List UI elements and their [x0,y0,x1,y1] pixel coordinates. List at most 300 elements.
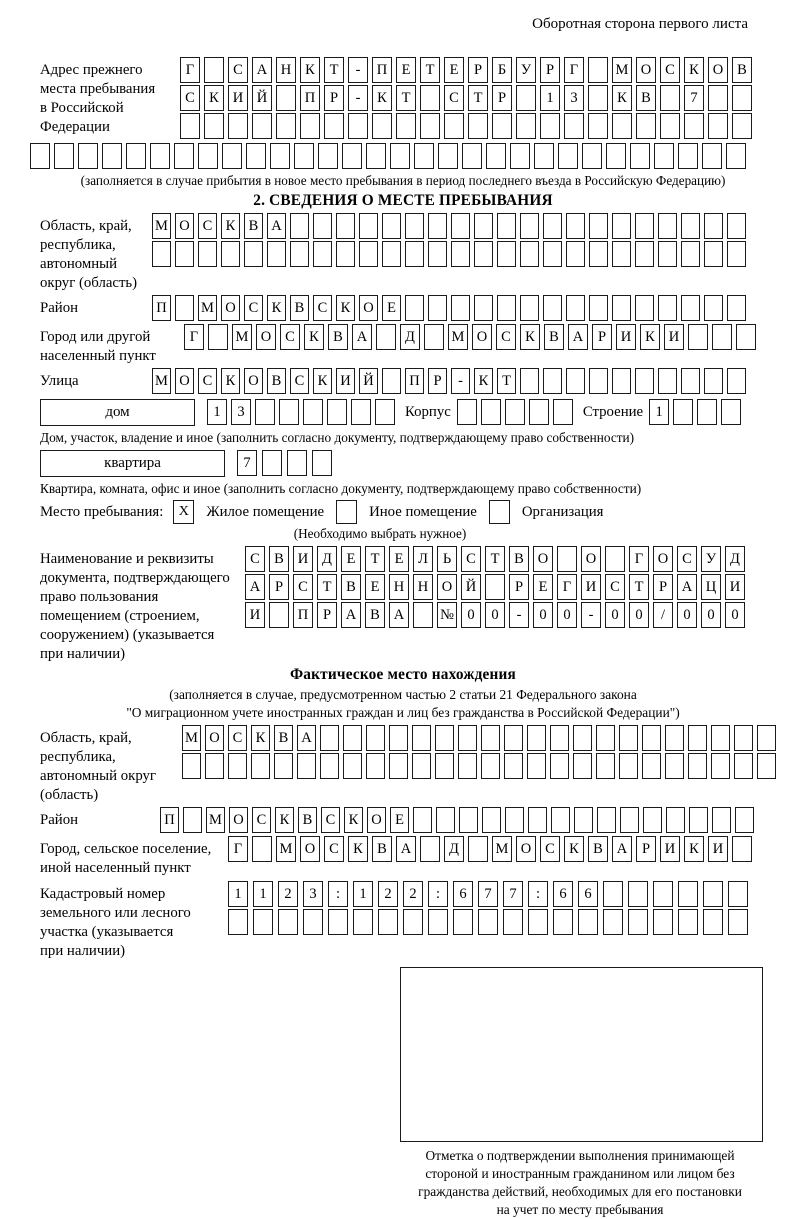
char-cell[interactable] [732,836,752,862]
char-cell[interactable]: А [612,836,632,862]
char-cell[interactable]: Й [359,368,378,394]
char-cell[interactable] [424,324,444,350]
char-cell[interactable]: Е [365,574,385,600]
char-cell[interactable]: О [244,368,263,394]
char-cell[interactable] [444,113,464,139]
char-cell[interactable] [435,753,454,779]
char-cell[interactable] [708,113,728,139]
char-cell[interactable] [313,241,332,267]
char-cell[interactable] [267,241,286,267]
char-cell[interactable] [420,836,440,862]
char-cell[interactable] [573,725,592,751]
char-cell[interactable] [588,113,608,139]
char-cell[interactable]: О [533,546,553,572]
char-cell[interactable] [228,113,248,139]
char-cell[interactable] [727,368,746,394]
char-cell[interactable] [486,143,506,169]
char-cell[interactable] [403,909,423,935]
char-cell[interactable]: - [348,85,368,111]
char-cell[interactable] [653,909,673,935]
char-cell[interactable] [428,909,448,935]
char-cell[interactable] [451,295,470,321]
char-cell[interactable] [180,113,200,139]
char-cell[interactable]: П [160,807,179,833]
char-cell[interactable] [262,450,282,476]
char-cell[interactable] [405,295,424,321]
char-cell[interactable]: К [221,213,240,239]
char-cell[interactable]: Ц [701,574,721,600]
char-cell[interactable]: И [616,324,636,350]
char-cell[interactable]: Д [444,836,464,862]
char-cell[interactable] [630,143,650,169]
char-cell[interactable] [297,753,316,779]
char-cell[interactable]: В [636,85,656,111]
char-cell[interactable] [458,753,477,779]
char-cell[interactable] [453,909,473,935]
char-cell[interactable]: А [568,324,588,350]
char-cell[interactable] [414,143,434,169]
char-cell[interactable] [279,399,299,425]
char-cell[interactable]: Р [428,368,447,394]
char-cell[interactable] [712,807,731,833]
char-cell[interactable]: № [437,602,457,628]
char-cell[interactable] [336,241,355,267]
char-cell[interactable] [389,725,408,751]
char-cell[interactable] [413,807,432,833]
char-cell[interactable]: Р [269,574,289,600]
char-cell[interactable]: К [251,725,270,751]
char-cell[interactable]: К [267,295,286,321]
char-cell[interactable]: 0 [605,602,625,628]
char-cell[interactable]: : [428,881,448,907]
char-cell[interactable]: 3 [231,399,251,425]
char-cell[interactable]: П [372,57,392,83]
char-cell[interactable] [359,213,378,239]
char-cell[interactable]: Б [492,57,512,83]
char-cell[interactable]: Р [540,57,560,83]
char-cell[interactable] [757,725,776,751]
char-cell[interactable] [665,725,684,751]
char-cell[interactable] [684,113,704,139]
char-cell[interactable]: Д [317,546,337,572]
char-cell[interactable] [728,909,748,935]
char-cell[interactable]: К [640,324,660,350]
char-cell[interactable]: С [444,85,464,111]
char-cell[interactable]: 1 [253,881,273,907]
char-cell[interactable]: К [221,368,240,394]
char-cell[interactable] [474,213,493,239]
char-cell[interactable] [228,753,247,779]
char-cell[interactable]: С [660,57,680,83]
char-cell[interactable] [30,143,50,169]
char-cell[interactable] [529,399,549,425]
char-cell[interactable] [597,807,616,833]
place-type-checkbox-organization[interactable] [489,500,510,524]
char-cell[interactable]: О [708,57,728,83]
char-cell[interactable] [665,753,684,779]
char-cell[interactable] [290,241,309,267]
char-cell[interactable] [436,807,455,833]
char-cell[interactable] [642,725,661,751]
char-cell[interactable]: Т [468,85,488,111]
char-cell[interactable] [343,725,362,751]
char-cell[interactable]: О [175,368,194,394]
char-cell[interactable] [527,753,546,779]
char-cell[interactable]: Т [485,546,505,572]
char-cell[interactable] [605,546,625,572]
char-cell[interactable] [222,143,242,169]
char-cell[interactable] [704,213,723,239]
char-cell[interactable] [736,324,756,350]
char-cell[interactable] [673,399,693,425]
char-cell[interactable]: Н [389,574,409,600]
char-cell[interactable] [635,241,654,267]
char-cell[interactable]: Е [390,807,409,833]
char-cell[interactable] [324,113,344,139]
char-cell[interactable]: И [581,574,601,600]
char-cell[interactable]: С [605,574,625,600]
char-cell[interactable]: 2 [403,881,423,907]
char-cell[interactable] [428,213,447,239]
char-cell[interactable]: 1 [207,399,227,425]
char-cell[interactable] [372,113,392,139]
char-cell[interactable] [732,85,752,111]
char-cell[interactable]: 0 [701,602,721,628]
char-cell[interactable] [504,753,523,779]
char-cell[interactable]: Т [420,57,440,83]
char-cell[interactable] [658,213,677,239]
char-cell[interactable] [182,753,201,779]
char-cell[interactable]: 3 [564,85,584,111]
char-cell[interactable]: О [653,546,673,572]
char-cell[interactable]: 1 [228,881,248,907]
char-cell[interactable]: О [300,836,320,862]
char-cell[interactable] [666,807,685,833]
char-cell[interactable]: Р [509,574,529,600]
char-cell[interactable] [643,807,662,833]
char-cell[interactable] [543,241,562,267]
char-cell[interactable] [681,295,700,321]
char-cell[interactable]: А [297,725,316,751]
char-cell[interactable]: Ь [437,546,457,572]
char-cell[interactable]: В [267,368,286,394]
char-cell[interactable]: В [341,574,361,600]
char-cell[interactable]: А [352,324,372,350]
char-cell[interactable] [459,807,478,833]
char-cell[interactable] [658,241,677,267]
char-cell[interactable]: К [204,85,224,111]
char-cell[interactable] [703,909,723,935]
char-cell[interactable]: 0 [485,602,505,628]
char-cell[interactable]: А [267,213,286,239]
char-cell[interactable]: Т [396,85,416,111]
char-cell[interactable] [527,725,546,751]
char-cell[interactable] [578,909,598,935]
char-cell[interactable] [636,113,656,139]
char-cell[interactable]: Е [533,574,553,600]
char-cell[interactable]: П [152,295,171,321]
char-cell[interactable] [458,725,477,751]
apartment-designation-box[interactable]: квартира [40,450,225,477]
char-cell[interactable]: О [516,836,536,862]
char-cell[interactable]: В [372,836,392,862]
char-cell[interactable] [252,113,272,139]
char-cell[interactable]: С [228,725,247,751]
char-cell[interactable] [312,450,332,476]
char-cell[interactable]: К [313,368,332,394]
char-cell[interactable]: 0 [629,602,649,628]
char-cell[interactable] [596,753,615,779]
char-cell[interactable] [704,295,723,321]
char-cell[interactable]: Е [389,546,409,572]
char-cell[interactable] [726,143,746,169]
char-cell[interactable]: Е [382,295,401,321]
char-cell[interactable]: С [321,807,340,833]
char-cell[interactable]: Г [557,574,577,600]
char-cell[interactable] [557,546,577,572]
char-cell[interactable]: Й [252,85,272,111]
char-cell[interactable]: - [509,602,529,628]
char-cell[interactable] [543,295,562,321]
char-cell[interactable] [198,241,217,267]
char-cell[interactable] [528,807,547,833]
char-cell[interactable] [382,213,401,239]
char-cell[interactable]: Д [400,324,420,350]
char-cell[interactable]: К [564,836,584,862]
char-cell[interactable] [678,909,698,935]
char-cell[interactable] [505,399,525,425]
char-cell[interactable]: 7 [478,881,498,907]
char-cell[interactable]: О [205,725,224,751]
char-cell[interactable] [366,143,386,169]
char-cell[interactable]: В [732,57,752,83]
char-cell[interactable]: 7 [237,450,257,476]
char-cell[interactable] [550,753,569,779]
char-cell[interactable] [635,368,654,394]
char-cell[interactable] [553,399,573,425]
char-cell[interactable]: 6 [553,881,573,907]
char-cell[interactable] [596,725,615,751]
char-cell[interactable] [734,753,753,779]
char-cell[interactable] [520,295,539,321]
char-cell[interactable]: О [367,807,386,833]
char-cell[interactable]: С [252,807,271,833]
char-cell[interactable] [642,753,661,779]
char-cell[interactable] [378,909,398,935]
char-cell[interactable] [396,113,416,139]
char-cell[interactable] [485,574,505,600]
char-cell[interactable] [734,725,753,751]
char-cell[interactable] [175,295,194,321]
char-cell[interactable] [481,399,501,425]
char-cell[interactable] [553,909,573,935]
char-cell[interactable]: К [336,295,355,321]
char-cell[interactable] [551,807,570,833]
char-cell[interactable] [482,807,501,833]
char-cell[interactable]: С [293,574,313,600]
char-cell[interactable] [635,213,654,239]
char-cell[interactable]: М [206,807,225,833]
char-cell[interactable] [126,143,146,169]
char-cell[interactable]: 1 [540,85,560,111]
char-cell[interactable] [481,725,500,751]
char-cell[interactable] [468,836,488,862]
char-cell[interactable]: И [664,324,684,350]
char-cell[interactable]: М [182,725,201,751]
char-cell[interactable]: М [448,324,468,350]
char-cell[interactable]: С [228,57,248,83]
char-cell[interactable] [428,241,447,267]
char-cell[interactable]: К [684,57,704,83]
char-cell[interactable] [681,368,700,394]
char-cell[interactable]: 0 [677,602,697,628]
char-cell[interactable] [566,213,585,239]
char-cell[interactable] [278,909,298,935]
char-cell[interactable]: А [389,602,409,628]
char-cell[interactable] [703,881,723,907]
char-cell[interactable] [558,143,578,169]
char-cell[interactable] [246,143,266,169]
char-cell[interactable] [688,753,707,779]
char-cell[interactable] [612,113,632,139]
char-cell[interactable] [474,241,493,267]
char-cell[interactable] [474,295,493,321]
char-cell[interactable]: И [725,574,745,600]
char-cell[interactable]: / [653,602,673,628]
char-cell[interactable]: В [544,324,564,350]
char-cell[interactable] [619,753,638,779]
char-cell[interactable] [420,85,440,111]
char-cell[interactable] [102,143,122,169]
char-cell[interactable] [320,753,339,779]
char-cell[interactable]: П [405,368,424,394]
char-cell[interactable]: О [359,295,378,321]
char-cell[interactable] [269,602,289,628]
char-cell[interactable] [653,881,673,907]
char-cell[interactable] [589,295,608,321]
char-cell[interactable] [654,143,674,169]
char-cell[interactable] [78,143,98,169]
char-cell[interactable] [503,909,523,935]
char-cell[interactable] [520,213,539,239]
char-cell[interactable] [612,368,631,394]
char-cell[interactable]: К [344,807,363,833]
char-cell[interactable]: Т [317,574,337,600]
char-cell[interactable]: Е [396,57,416,83]
char-cell[interactable]: О [581,546,601,572]
char-cell[interactable] [704,368,723,394]
char-cell[interactable]: И [245,602,265,628]
char-cell[interactable]: Н [413,574,433,600]
char-cell[interactable] [603,909,623,935]
char-cell[interactable]: К [300,57,320,83]
char-cell[interactable]: - [348,57,368,83]
char-cell[interactable] [628,881,648,907]
char-cell[interactable]: М [152,368,171,394]
char-cell[interactable]: Р [636,836,656,862]
char-cell[interactable] [412,753,431,779]
char-cell[interactable]: М [492,836,512,862]
char-cell[interactable]: А [245,574,265,600]
char-cell[interactable]: М [198,295,217,321]
char-cell[interactable]: 1 [353,881,373,907]
char-cell[interactable]: С [677,546,697,572]
char-cell[interactable] [382,241,401,267]
char-cell[interactable] [735,807,754,833]
char-cell[interactable]: 0 [461,602,481,628]
char-cell[interactable] [732,113,752,139]
char-cell[interactable] [287,450,307,476]
char-cell[interactable]: Р [317,602,337,628]
char-cell[interactable]: : [328,881,348,907]
char-cell[interactable]: 6 [578,881,598,907]
char-cell[interactable] [253,909,273,935]
char-cell[interactable] [375,399,395,425]
char-cell[interactable]: С [245,546,265,572]
char-cell[interactable]: Г [228,836,248,862]
char-cell[interactable]: 7 [684,85,704,111]
char-cell[interactable]: И [708,836,728,862]
char-cell[interactable] [152,241,171,267]
char-cell[interactable]: Д [725,546,745,572]
char-cell[interactable] [612,241,631,267]
char-cell[interactable]: Р [324,85,344,111]
char-cell[interactable]: А [341,602,361,628]
char-cell[interactable] [343,753,362,779]
char-cell[interactable]: И [336,368,355,394]
char-cell[interactable] [451,213,470,239]
char-cell[interactable]: Т [365,546,385,572]
char-cell[interactable] [678,881,698,907]
char-cell[interactable]: Л [413,546,433,572]
char-cell[interactable]: 2 [278,881,298,907]
char-cell[interactable] [606,143,626,169]
char-cell[interactable] [728,881,748,907]
char-cell[interactable] [505,807,524,833]
char-cell[interactable] [711,725,730,751]
char-cell[interactable] [574,807,593,833]
char-cell[interactable]: К [474,368,493,394]
char-cell[interactable] [628,909,648,935]
char-cell[interactable] [497,295,516,321]
char-cell[interactable] [543,213,562,239]
char-cell[interactable]: О [256,324,276,350]
char-cell[interactable] [481,753,500,779]
char-cell[interactable]: О [229,807,248,833]
char-cell[interactable] [420,113,440,139]
char-cell[interactable] [382,368,401,394]
char-cell[interactable] [328,909,348,935]
char-cell[interactable] [300,113,320,139]
char-cell[interactable] [528,909,548,935]
char-cell[interactable]: 1 [649,399,669,425]
char-cell[interactable] [276,85,296,111]
char-cell[interactable]: В [298,807,317,833]
char-cell[interactable] [405,241,424,267]
char-cell[interactable]: К [275,807,294,833]
char-cell[interactable] [612,295,631,321]
char-cell[interactable] [303,399,323,425]
char-cell[interactable]: М [276,836,296,862]
char-cell[interactable] [336,213,355,239]
char-cell[interactable]: Н [276,57,296,83]
char-cell[interactable]: В [269,546,289,572]
char-cell[interactable] [252,836,272,862]
char-cell[interactable] [405,213,424,239]
char-cell[interactable]: С [290,368,309,394]
char-cell[interactable]: С [461,546,481,572]
char-cell[interactable]: А [677,574,697,600]
